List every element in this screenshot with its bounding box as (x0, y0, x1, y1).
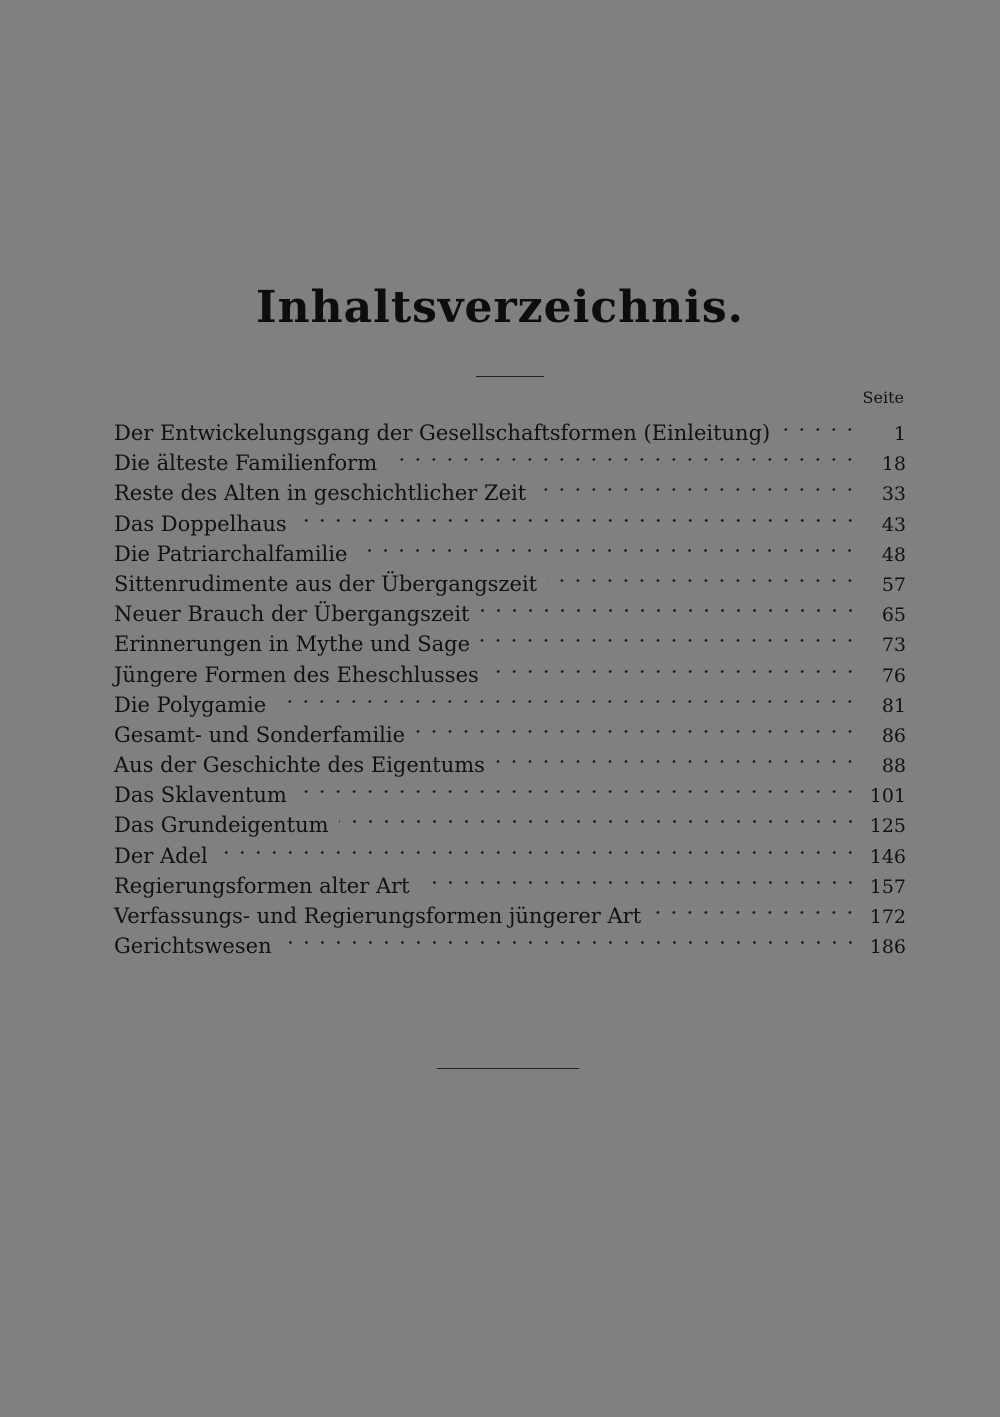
toc-dot-leader (485, 652, 862, 682)
toc-entry-page: 43 (881, 513, 906, 536)
toc-entry-page: 76 (881, 664, 906, 687)
toc-entry-title: Das Grundeigentum (114, 813, 329, 838)
toc-dot-leader (476, 591, 863, 621)
toc-entry-page: 146 (869, 845, 906, 868)
toc-entry-title: Der Adel (114, 843, 208, 868)
toc-dot-leader (293, 501, 862, 531)
toc-dot-leader (776, 410, 862, 440)
toc-dot-leader (543, 561, 862, 591)
page-title: Inhaltsverzeichnis. (256, 282, 744, 333)
toc-dot-leader (214, 833, 862, 863)
title-divider (476, 376, 544, 377)
toc-entry-title: Sittenrudimente aus der Übergangszeit (114, 571, 538, 596)
toc-entry-page: 33 (881, 483, 906, 506)
toc-dot-leader (353, 531, 862, 561)
toc-entry-page: 48 (881, 543, 906, 566)
toc-dot-leader (491, 742, 862, 772)
toc-entry-title: Die Patriarchalfamilie (114, 541, 348, 566)
toc-dot-leader (293, 772, 862, 802)
toc-entry-title: Gesamt- und Sonderfamilie (114, 722, 406, 747)
toc-entry-page: 101 (869, 785, 906, 808)
toc-entry (114, 833, 906, 868)
table-of-contents (114, 410, 906, 959)
toc-entry-page: 1 (893, 423, 906, 445)
toc-entry-title: Aus der Geschichte des Eigentums (114, 753, 485, 778)
page-column-label: Seite (862, 388, 904, 407)
toc-entry-page: 86 (881, 724, 906, 747)
toc-entry-page: 73 (881, 634, 906, 657)
toc-entry (114, 863, 906, 898)
toc-entry-title: Der Entwickelungsgang der Gesellschaftsformen (Einleitung) (114, 421, 771, 445)
toc-entry-title: Gerichtswesen (114, 934, 272, 959)
toc-dot-leader (411, 712, 862, 742)
toc-entry-title: Die Polygamie (114, 692, 267, 717)
toc-entry-page: 65 (881, 604, 906, 627)
toc-dot-leader (383, 440, 862, 470)
toc-dot-leader (647, 893, 862, 923)
bottom-divider (437, 1068, 579, 1069)
toc-entry-page: 186 (869, 936, 906, 959)
toc-entry-page: 18 (881, 453, 906, 476)
toc-entry-title: Verfassungs- und Regierungsformen jüngerer Art (114, 904, 642, 928)
toc-entry-page: 57 (881, 573, 906, 596)
toc-dot-leader (272, 682, 862, 712)
toc-entry-page: 88 (881, 755, 906, 778)
toc-entry-page: 172 (869, 906, 906, 928)
toc-entry-title: Erinnerungen in Mythe und Sage (114, 632, 471, 657)
toc-dot-leader (416, 863, 862, 893)
toc-dot-leader (335, 802, 862, 832)
toc-entry-page: 125 (869, 815, 906, 838)
toc-dot-leader (278, 923, 862, 953)
toc-entry-title: Reste des Alten in geschichtlicher Zeit (114, 481, 527, 506)
toc-entry-title: Die älteste Familienform (114, 451, 378, 476)
toc-entry-title: Jüngere Formen des Eheschlusses (114, 662, 479, 687)
toc-entry (114, 410, 906, 445)
toc-dot-leader (532, 470, 862, 500)
toc-entry-page: 81 (881, 694, 906, 717)
toc-entry-title: Neuer Brauch der Übergangszeit (114, 602, 470, 627)
toc-entry-title: Das Sklaventum (114, 783, 287, 808)
toc-entry-title: Das Doppelhaus (114, 511, 287, 536)
toc-dot-leader (476, 621, 862, 651)
toc-entry-title: Regierungsformen alter Art (114, 873, 410, 898)
toc-entry-page: 157 (869, 875, 906, 898)
